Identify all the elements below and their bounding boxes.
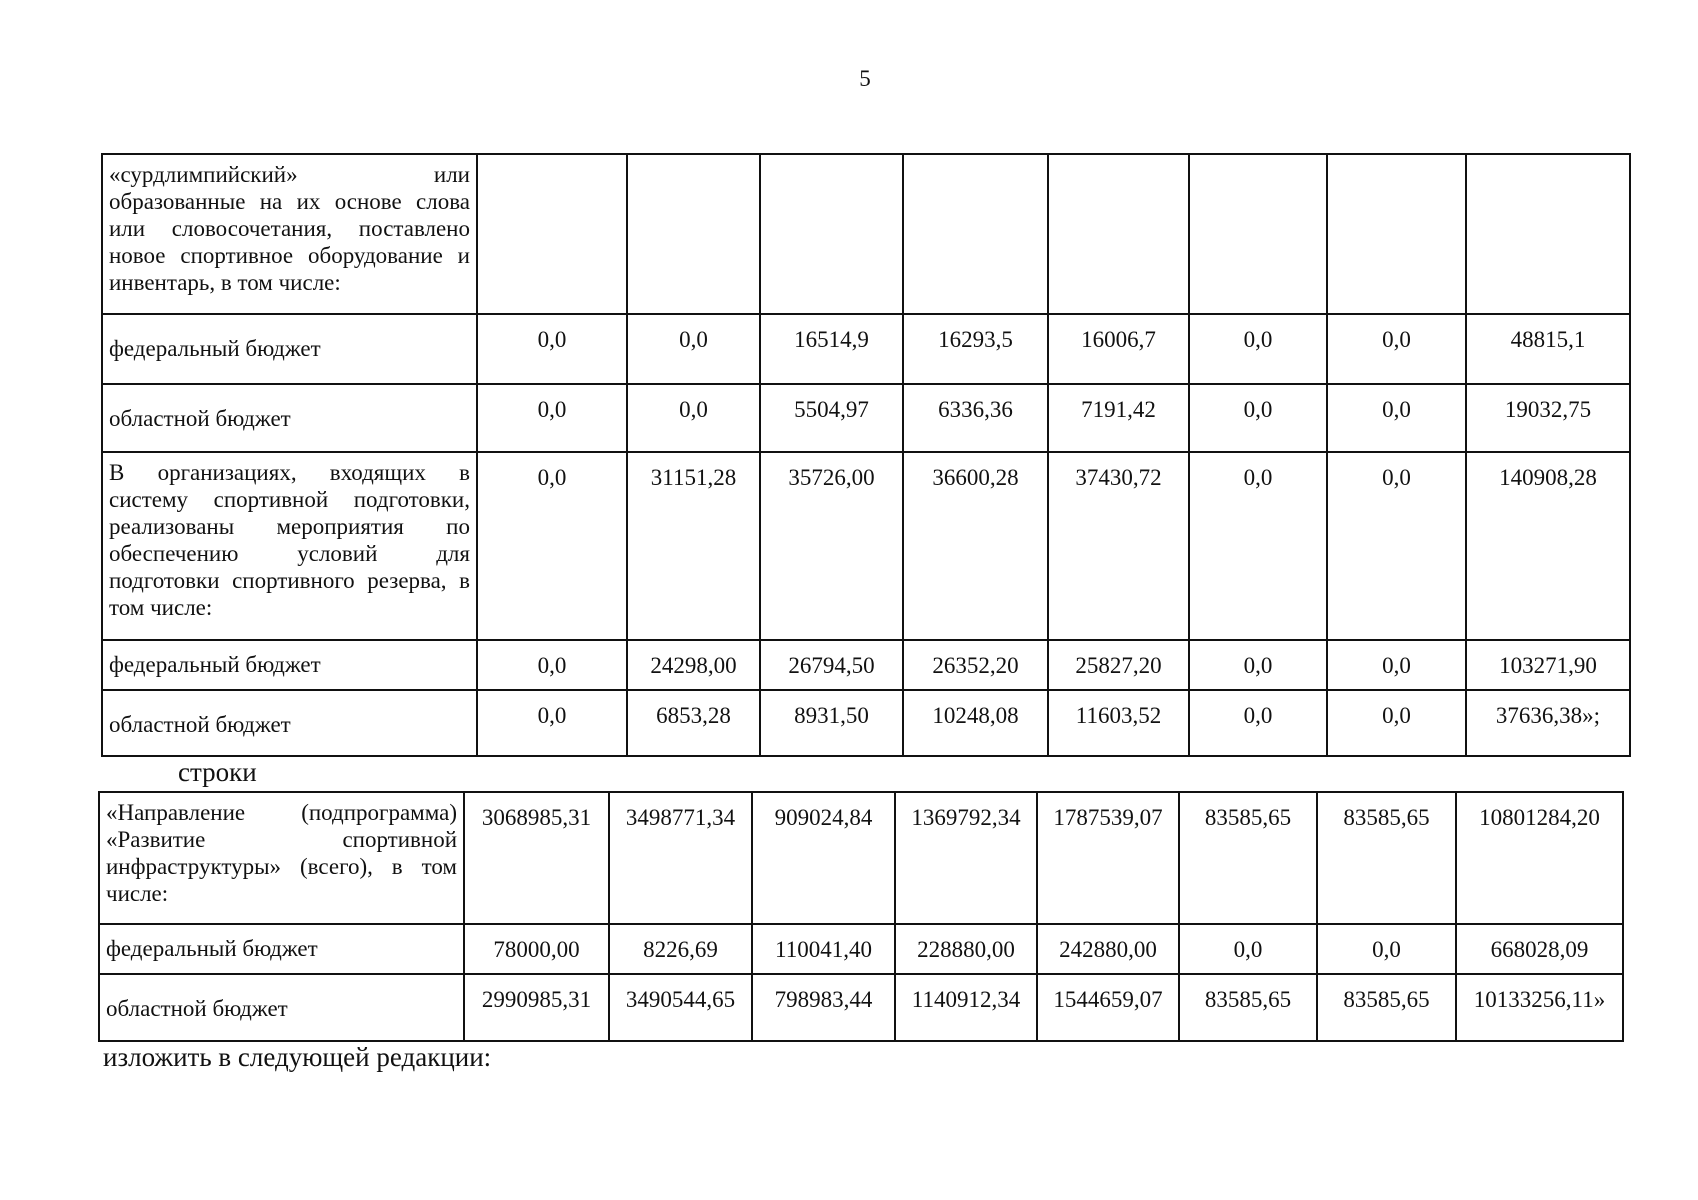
value-cell: 83585,65 xyxy=(1317,974,1456,1041)
table-row xyxy=(102,314,1630,384)
value-cell xyxy=(903,154,1048,314)
value-cell: 8226,69 xyxy=(609,924,752,974)
value-cell: 10248,08 xyxy=(903,690,1048,756)
value-cell: 0,0 xyxy=(477,690,627,756)
value-cell: 16006,7 xyxy=(1048,314,1189,384)
value-cell: 0,0 xyxy=(1327,452,1466,640)
value-cell: 0,0 xyxy=(1189,384,1327,452)
value-cell: 6336,36 xyxy=(903,384,1048,452)
value-cell: 0,0 xyxy=(627,384,760,452)
value-cell: 3498771,34 xyxy=(609,792,752,924)
value-cell: 228880,00 xyxy=(895,924,1037,974)
closing-text: изложить в следующей редакции: xyxy=(103,1042,492,1072)
value-cell xyxy=(1048,154,1189,314)
total-cell: 103271,90 xyxy=(1466,640,1630,690)
value-cell: 0,0 xyxy=(1189,314,1327,384)
row-label: федеральный бюджет xyxy=(102,314,477,384)
value-cell: 26352,20 xyxy=(903,640,1048,690)
row-label: федеральный бюджет xyxy=(99,924,464,974)
row-label: областной бюджет xyxy=(99,974,464,1041)
value-cell: 1544659,07 xyxy=(1037,974,1179,1041)
value-cell: 5504,97 xyxy=(760,384,903,452)
value-cell: 37430,72 xyxy=(1048,452,1189,640)
row-label: областной бюджет xyxy=(102,384,477,452)
row-label: федеральный бюджет xyxy=(102,640,477,690)
value-cell: 0,0 xyxy=(477,452,627,640)
value-cell: 0,0 xyxy=(1327,384,1466,452)
value-cell: 11603,52 xyxy=(1048,690,1189,756)
value-cell: 26794,50 xyxy=(760,640,903,690)
value-cell: 83585,65 xyxy=(1179,792,1317,924)
total-cell: 19032,75 xyxy=(1466,384,1630,452)
total-cell: 668028,09 xyxy=(1456,924,1623,974)
value-cell: 7191,42 xyxy=(1048,384,1189,452)
total-cell: 140908,28 xyxy=(1466,452,1630,640)
rows-caption: строки xyxy=(178,757,257,787)
budget-table-infrastructure xyxy=(98,791,1624,1042)
row-label: «сурдлимпийский» или образованные на их основе слова или словосочетания, поставлено новое спортивное оборудование и инвентарь, в том числе: xyxy=(102,154,477,314)
value-cell: 1369792,34 xyxy=(895,792,1037,924)
total-cell: 37636,38»; xyxy=(1466,690,1630,756)
value-cell: 0,0 xyxy=(1327,690,1466,756)
value-cell: 1787539,07 xyxy=(1037,792,1179,924)
value-cell: 25827,20 xyxy=(1048,640,1189,690)
value-cell: 0,0 xyxy=(1179,924,1317,974)
table-row xyxy=(102,690,1630,756)
value-cell: 3068985,31 xyxy=(464,792,609,924)
value-cell: 0,0 xyxy=(627,314,760,384)
value-cell: 1140912,34 xyxy=(895,974,1037,1041)
value-cell: 16514,9 xyxy=(760,314,903,384)
total-cell: 48815,1 xyxy=(1466,314,1630,384)
value-cell: 83585,65 xyxy=(1179,974,1317,1041)
value-cell: 0,0 xyxy=(1327,314,1466,384)
table-row xyxy=(102,452,1630,640)
value-cell: 6853,28 xyxy=(627,690,760,756)
value-cell: 0,0 xyxy=(477,384,627,452)
table-row xyxy=(99,792,1623,924)
value-cell: 909024,84 xyxy=(752,792,895,924)
row-label: В организациях, входящих в систему спортивной подготовки, реализованы мероприятия по обеспечению условий для подготовки спортивного резерва, в том числе: xyxy=(102,452,477,640)
budget-table-continuation xyxy=(101,153,1631,757)
value-cell xyxy=(477,154,627,314)
value-cell xyxy=(760,154,903,314)
value-cell: 110041,40 xyxy=(752,924,895,974)
value-cell: 24298,00 xyxy=(627,640,760,690)
row-label: «Направление (подпрограмма) «Развитие спортивной инфраструктуры» (всего), в том числе: xyxy=(99,792,464,924)
value-cell: 16293,5 xyxy=(903,314,1048,384)
value-cell: 2990985,31 xyxy=(464,974,609,1041)
value-cell: 78000,00 xyxy=(464,924,609,974)
total-cell xyxy=(1466,154,1630,314)
table-row xyxy=(99,924,1623,974)
value-cell: 0,0 xyxy=(1317,924,1456,974)
value-cell: 8931,50 xyxy=(760,690,903,756)
row-label: областной бюджет xyxy=(102,690,477,756)
total-cell: 10133256,11» xyxy=(1456,974,1623,1041)
value-cell: 31151,28 xyxy=(627,452,760,640)
value-cell xyxy=(627,154,760,314)
value-cell: 0,0 xyxy=(477,314,627,384)
total-cell: 10801284,20 xyxy=(1456,792,1623,924)
value-cell: 0,0 xyxy=(1189,640,1327,690)
table-row xyxy=(99,974,1623,1041)
table-row xyxy=(102,640,1630,690)
value-cell xyxy=(1327,154,1466,314)
value-cell: 83585,65 xyxy=(1317,792,1456,924)
value-cell: 0,0 xyxy=(477,640,627,690)
value-cell xyxy=(1189,154,1327,314)
table-row xyxy=(102,154,1630,314)
value-cell: 3490544,65 xyxy=(609,974,752,1041)
value-cell: 0,0 xyxy=(1189,690,1327,756)
value-cell: 35726,00 xyxy=(760,452,903,640)
value-cell: 36600,28 xyxy=(903,452,1048,640)
table-row xyxy=(102,384,1630,452)
value-cell: 798983,44 xyxy=(752,974,895,1041)
value-cell: 0,0 xyxy=(1327,640,1466,690)
value-cell: 0,0 xyxy=(1189,452,1327,640)
value-cell: 242880,00 xyxy=(1037,924,1179,974)
page-number: 5 xyxy=(859,66,871,91)
